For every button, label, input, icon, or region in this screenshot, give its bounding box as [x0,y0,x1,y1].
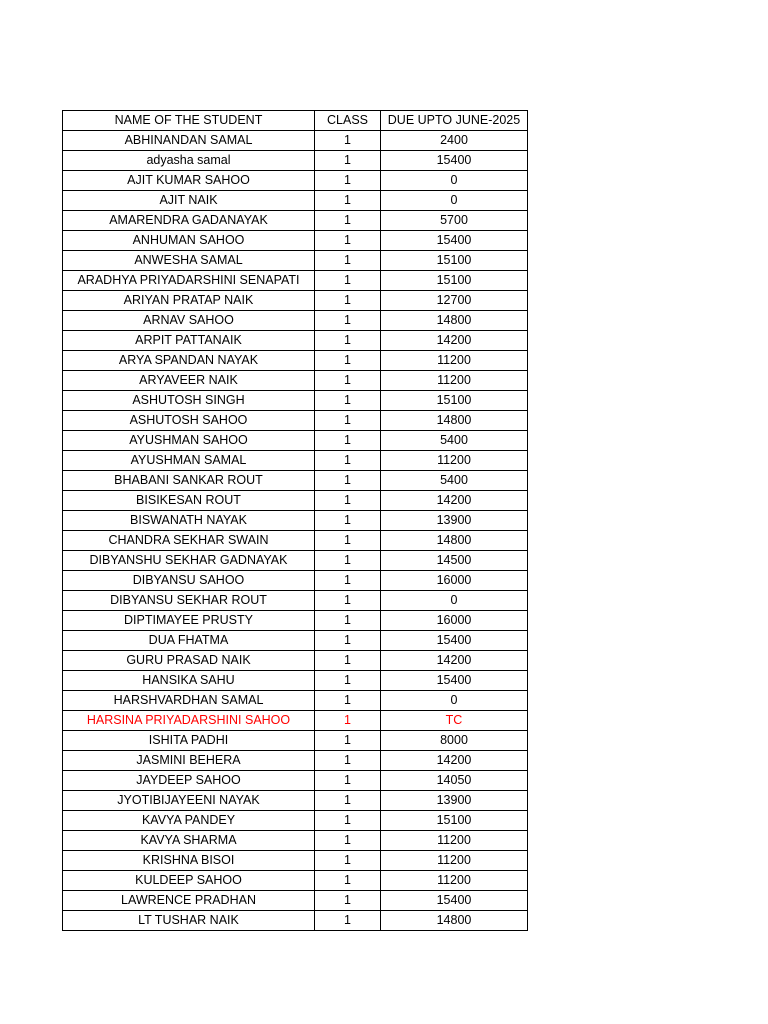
student-name-cell: adyasha samal [63,151,315,171]
class-cell: 1 [315,211,381,231]
student-name-cell: ANHUMAN SAHOO [63,231,315,251]
table-row [63,771,528,791]
student-name-cell: KAVYA PANDEY [63,811,315,831]
table-row [63,611,528,631]
student-name-cell: JYOTIBIJAYEENI NAYAK [63,791,315,811]
class-cell: 1 [315,671,381,691]
table-row [63,271,528,291]
due-amount-cell: 15400 [381,631,528,651]
student-name-cell: DIBYANSU SAHOO [63,571,315,591]
table-row [63,711,528,731]
class-cell: 1 [315,651,381,671]
student-name-cell: BISIKESAN ROUT [63,491,315,511]
class-cell: 1 [315,551,381,571]
student-name-cell: DIBYANSU SEKHAR ROUT [63,591,315,611]
due-amount-cell: 13900 [381,791,528,811]
table-row [63,751,528,771]
class-cell: 1 [315,711,381,731]
class-cell: 1 [315,611,381,631]
student-name-cell: ARIYAN PRATAP NAIK [63,291,315,311]
table-row [63,491,528,511]
table-row [63,511,528,531]
class-cell: 1 [315,511,381,531]
class-cell: 1 [315,751,381,771]
student-name-cell: GURU PRASAD NAIK [63,651,315,671]
class-cell: 1 [315,491,381,511]
due-amount-cell: 5400 [381,431,528,451]
table-row [63,251,528,271]
table-row [63,371,528,391]
due-amount-cell: 11200 [381,851,528,871]
table-row [63,151,528,171]
student-name-cell: AYUSHMAN SAMAL [63,451,315,471]
due-amount-cell: 0 [381,171,528,191]
due-amount-cell: 15400 [381,231,528,251]
due-amount-cell: 15100 [381,251,528,271]
class-cell: 1 [315,791,381,811]
due-amount-cell: 14200 [381,751,528,771]
table-row [63,211,528,231]
due-amount-cell: 14200 [381,331,528,351]
student-name-cell: JASMINI BEHERA [63,751,315,771]
student-name-cell: DUA FHATMA [63,631,315,651]
class-cell: 1 [315,811,381,831]
class-cell: 1 [315,911,381,931]
class-cell: 1 [315,131,381,151]
student-name-cell: ASHUTOSH SINGH [63,391,315,411]
table-row [63,451,528,471]
table-row [63,831,528,851]
header-student-name: NAME OF THE STUDENT [63,111,315,131]
table-row [63,291,528,311]
due-amount-cell: 14800 [381,311,528,331]
due-amount-cell: TC [381,711,528,731]
due-amount-cell: 14200 [381,491,528,511]
due-amount-cell: 11200 [381,831,528,851]
class-cell: 1 [315,431,381,451]
due-amount-cell: 14800 [381,411,528,431]
class-cell: 1 [315,691,381,711]
table-row [63,331,528,351]
student-name-cell: JAYDEEP SAHOO [63,771,315,791]
table-header [63,111,528,131]
due-amount-cell: 0 [381,691,528,711]
due-amount-cell: 12700 [381,291,528,311]
student-name-cell: ABHINANDAN SAMAL [63,131,315,151]
due-amount-cell: 14800 [381,531,528,551]
table-row [63,311,528,331]
due-amount-cell: 16000 [381,571,528,591]
table-row [63,671,528,691]
due-amount-cell: 0 [381,591,528,611]
student-name-cell: ARYA SPANDAN NAYAK [63,351,315,371]
table-row [63,651,528,671]
class-cell: 1 [315,891,381,911]
student-dues-sheet [62,110,527,931]
student-name-cell: ASHUTOSH SAHOO [63,411,315,431]
student-name-cell: KAVYA SHARMA [63,831,315,851]
class-cell: 1 [315,291,381,311]
student-name-cell: ARADHYA PRIYADARSHINI SENAPATI [63,271,315,291]
due-amount-cell: 14800 [381,911,528,931]
due-amount-cell: 15400 [381,671,528,691]
student-name-cell: ARPIT PATTANAIK [63,331,315,351]
due-amount-cell: 15100 [381,391,528,411]
class-cell: 1 [315,271,381,291]
due-amount-cell: 0 [381,191,528,211]
due-amount-cell: 2400 [381,131,528,151]
student-name-cell: ARYAVEER NAIK [63,371,315,391]
table-row [63,791,528,811]
header-class: CLASS [315,111,381,131]
student-dues-table [62,110,528,931]
table-row [63,891,528,911]
table-row [63,811,528,831]
class-cell: 1 [315,391,381,411]
header-row [63,111,528,131]
class-cell: 1 [315,531,381,551]
table-row [63,571,528,591]
class-cell: 1 [315,151,381,171]
due-amount-cell: 14500 [381,551,528,571]
class-cell: 1 [315,871,381,891]
class-cell: 1 [315,191,381,211]
table-row [63,691,528,711]
class-cell: 1 [315,731,381,751]
due-amount-cell: 8000 [381,731,528,751]
student-name-cell: ANWESHA SAMAL [63,251,315,271]
class-cell: 1 [315,171,381,191]
student-name-cell: HARSHVARDHAN SAMAL [63,691,315,711]
table-row [63,911,528,931]
student-name-cell: AMARENDRA GADANAYAK [63,211,315,231]
student-name-cell: AJIT KUMAR SAHOO [63,171,315,191]
class-cell: 1 [315,331,381,351]
table-row [63,731,528,751]
class-cell: 1 [315,571,381,591]
class-cell: 1 [315,371,381,391]
class-cell: 1 [315,311,381,331]
student-name-cell: AYUSHMAN SAHOO [63,431,315,451]
class-cell: 1 [315,851,381,871]
student-name-cell: BISWANATH NAYAK [63,511,315,531]
due-amount-cell: 13900 [381,511,528,531]
student-name-cell: LT TUSHAR NAIK [63,911,315,931]
table-row [63,551,528,571]
student-name-cell: DIBYANSHU SEKHAR GADNAYAK [63,551,315,571]
student-name-cell: LAWRENCE PRADHAN [63,891,315,911]
table-row [63,191,528,211]
due-amount-cell: 11200 [381,871,528,891]
class-cell: 1 [315,351,381,371]
student-name-cell: ARNAV SAHOO [63,311,315,331]
student-name-cell: KRISHNA BISOI [63,851,315,871]
class-cell: 1 [315,451,381,471]
table-row [63,471,528,491]
table-row [63,411,528,431]
student-name-cell: CHANDRA SEKHAR SWAIN [63,531,315,551]
table-row [63,351,528,371]
table-row [63,851,528,871]
table-body [63,131,528,931]
due-amount-cell: 11200 [381,451,528,471]
student-name-cell: HANSIKA SAHU [63,671,315,691]
table-row [63,871,528,891]
class-cell: 1 [315,831,381,851]
table-row [63,171,528,191]
due-amount-cell: 15400 [381,891,528,911]
due-amount-cell: 14200 [381,651,528,671]
table-row [63,591,528,611]
due-amount-cell: 16000 [381,611,528,631]
header-due: DUE UPTO JUNE-2025 [381,111,528,131]
student-name-cell: AJIT NAIK [63,191,315,211]
student-name-cell: HARSINA PRIYADARSHINI SAHOO [63,711,315,731]
due-amount-cell: 15100 [381,271,528,291]
student-name-cell: BHABANI SANKAR ROUT [63,471,315,491]
due-amount-cell: 11200 [381,371,528,391]
due-amount-cell: 11200 [381,351,528,371]
due-amount-cell: 14050 [381,771,528,791]
due-amount-cell: 5700 [381,211,528,231]
student-name-cell: DIPTIMAYEE PRUSTY [63,611,315,631]
table-row [63,131,528,151]
table-row [63,631,528,651]
student-name-cell: KULDEEP SAHOO [63,871,315,891]
student-name-cell: ISHITA PADHI [63,731,315,751]
due-amount-cell: 15100 [381,811,528,831]
class-cell: 1 [315,411,381,431]
class-cell: 1 [315,471,381,491]
due-amount-cell: 15400 [381,151,528,171]
table-row [63,391,528,411]
class-cell: 1 [315,231,381,251]
class-cell: 1 [315,251,381,271]
table-row [63,531,528,551]
table-row [63,231,528,251]
table-row [63,431,528,451]
due-amount-cell: 5400 [381,471,528,491]
class-cell: 1 [315,771,381,791]
class-cell: 1 [315,631,381,651]
class-cell: 1 [315,591,381,611]
